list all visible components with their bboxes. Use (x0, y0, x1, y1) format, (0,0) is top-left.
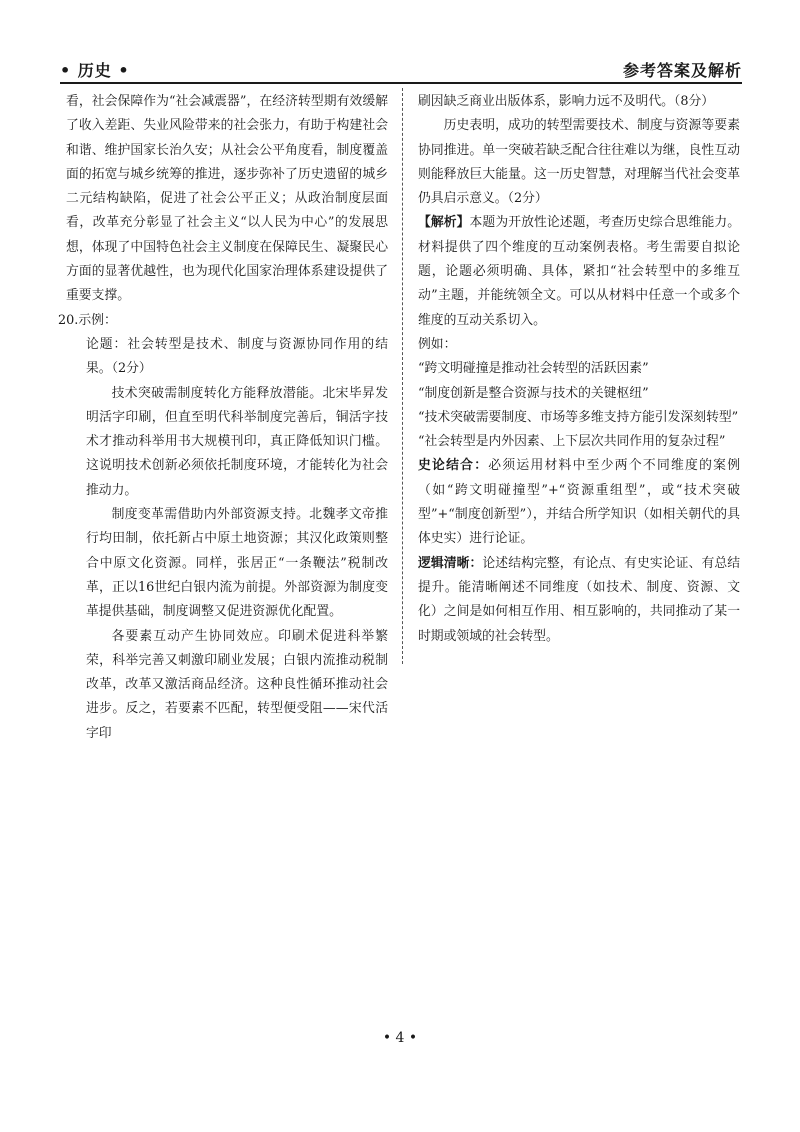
right-column (418, 90, 740, 649)
analysis-text: 本题为开放性论述题，考查历史综合思维能力。材料提供了四个维度的互动案例表格。考生需要自拟论题，论题必须明确、具体，紧扣“社会转型中的多维互动”主题，并能统领全文。可以从材料中任意一个或多个维度的互动关系切入。 (418, 215, 741, 328)
history-label: 史论结合： (418, 458, 489, 474)
history-text: 必须运用材料中至少两个不同维度的案例（如“跨文明碰撞型”+“资源重组型”，或“技术突破型”+“制度创新型”），并结合所学知识（如相关朝代的具体史实）进行论证。 (418, 458, 741, 547)
logic-criterion (418, 552, 740, 649)
history-criterion (418, 454, 740, 551)
q20-label: 20.示例： (58, 312, 117, 328)
q20-thesis: 论题：社会转型是技术、制度与资源协同作用的结果。（2分） (86, 336, 388, 377)
subject-label: • 历史 • (60, 61, 130, 80)
q20-paragraph-2: 制度变革需借助内外部资源支持。北魏孝文帝推行均田制，依托新占中原土地资源；其汉化政策则整合中原文化资源。同样，张居正“一条鞭法”税制改革，正以16世纪白银内流为前提。外部资源为制度变革提供基础，制度调整又促进资源优化配置。 (86, 507, 388, 620)
q20-paragraph-3: 各要素互动产生协同效应。印刷术促进科举繁荣，科举完善又刺激印刷业发展；白银内流推动税制改革，改革又激活商品经济。这种良性循环推动社会进步。反之，若要素不匹配，转型便受阻——宋代活字印 (86, 628, 388, 741)
analysis-tag: 【解析】 (418, 215, 470, 231)
example-item: “制度创新是整合资源与技术的关键枢纽” (418, 385, 649, 401)
header-title: 参考答案及解析 (622, 61, 742, 80)
example-item: “跨文明碰撞是推动社会转型的活跃因素” (418, 361, 649, 377)
page-number: • 4 • (382, 1030, 418, 1046)
q20-paragraph-1: 技术突破需制度转化方能释放潜能。北宋毕昇发明活字印刷，但直至明代科举制度完善后，铜活字技术才推动科举用书大规模刊印，真正降低知识门槛。这说明技术创新必须依托制度环境，才能转化为社会推动力。 (86, 385, 388, 498)
example-item: “技术突破需要制度、市场等多维支持方能引发深刻转型” (418, 409, 739, 425)
example-item: “社会转型是内外因素、上下层次共同作用的复杂过程” (418, 434, 726, 450)
q19-continuation: 看，社会保障作为“社会减震器”，在经济转型期有效缓解了收入差距、失业风险带来的社会张力，有助于构建社会和谐、维护国家长治久安；从社会公平角度看，制度覆盖面的拓宽与城乡统筹的推进，逐步弥补了历史遗留的城乡二元结构缺陷，促进了社会公平正义；从政治制度层面看，改革充分彰显了社会主义“以人民为中心”的发展思想，体现了中国特色社会主义制度在保障民生、凝聚民心方面的显著优越性，也为现代化国家治理体系建设提供了重要支撑。 (66, 94, 388, 304)
left-column (58, 90, 388, 746)
q20-conclusion: 历史表明，成功的转型需要技术、制度与资源等要素协同推进。单一突破若缺乏配合往往难以为继，良性互动则能释放巨大能量。这一历史智慧，对理解当代社会变革仍具启示意义。（2分） (418, 118, 740, 207)
logic-text: 论述结构完整，有论点、有史实论证、有总结提升。能清晰阐述不同维度（如技术、制度、资源、文化）之间是如何相互作用、相互影响的，共同推动了某一时期或领域的社会转型。 (418, 555, 741, 644)
logic-label: 逻辑清晰： (418, 555, 483, 571)
column-divider (402, 88, 403, 664)
q20-paragraph-3-continuation: 刷因缺乏商业出版体系，影响力远不及明代。（8分） (418, 94, 715, 109)
analysis-paragraph (418, 211, 740, 332)
example-label: 例如： (418, 336, 457, 352)
page-header (60, 52, 742, 84)
